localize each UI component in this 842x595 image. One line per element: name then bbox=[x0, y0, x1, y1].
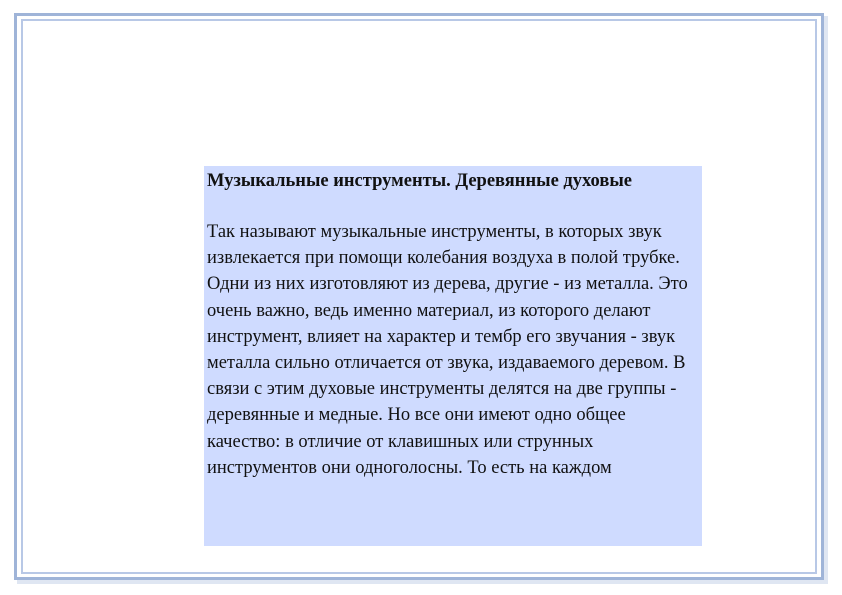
text-box bbox=[204, 166, 702, 546]
frame-shadow bbox=[17, 580, 828, 584]
slide-heading: Музыкальные инструменты. Деревянные духовые bbox=[207, 171, 632, 191]
slide-body-text: Так называют музыкальные инструменты, в которых звук извлекается при помощи колебания воздуха в полой трубке. Одни из них изготовляют из дерева, другие - из металла. Это очень важно, ведь именно материал, из которого делают инструмент, влияет на характер и тембр его звучания - звук металла сильно отличается от звука, издаваемого деревом. В связи с этим духовые инструменты делятся на две группы - деревянные и медные. Но все они имеют одно общее качество: в отличие от клавишных или струнных инструментов они одноголосны. То есть на каждом bbox=[207, 222, 688, 478]
frame-shadow bbox=[824, 16, 828, 583]
